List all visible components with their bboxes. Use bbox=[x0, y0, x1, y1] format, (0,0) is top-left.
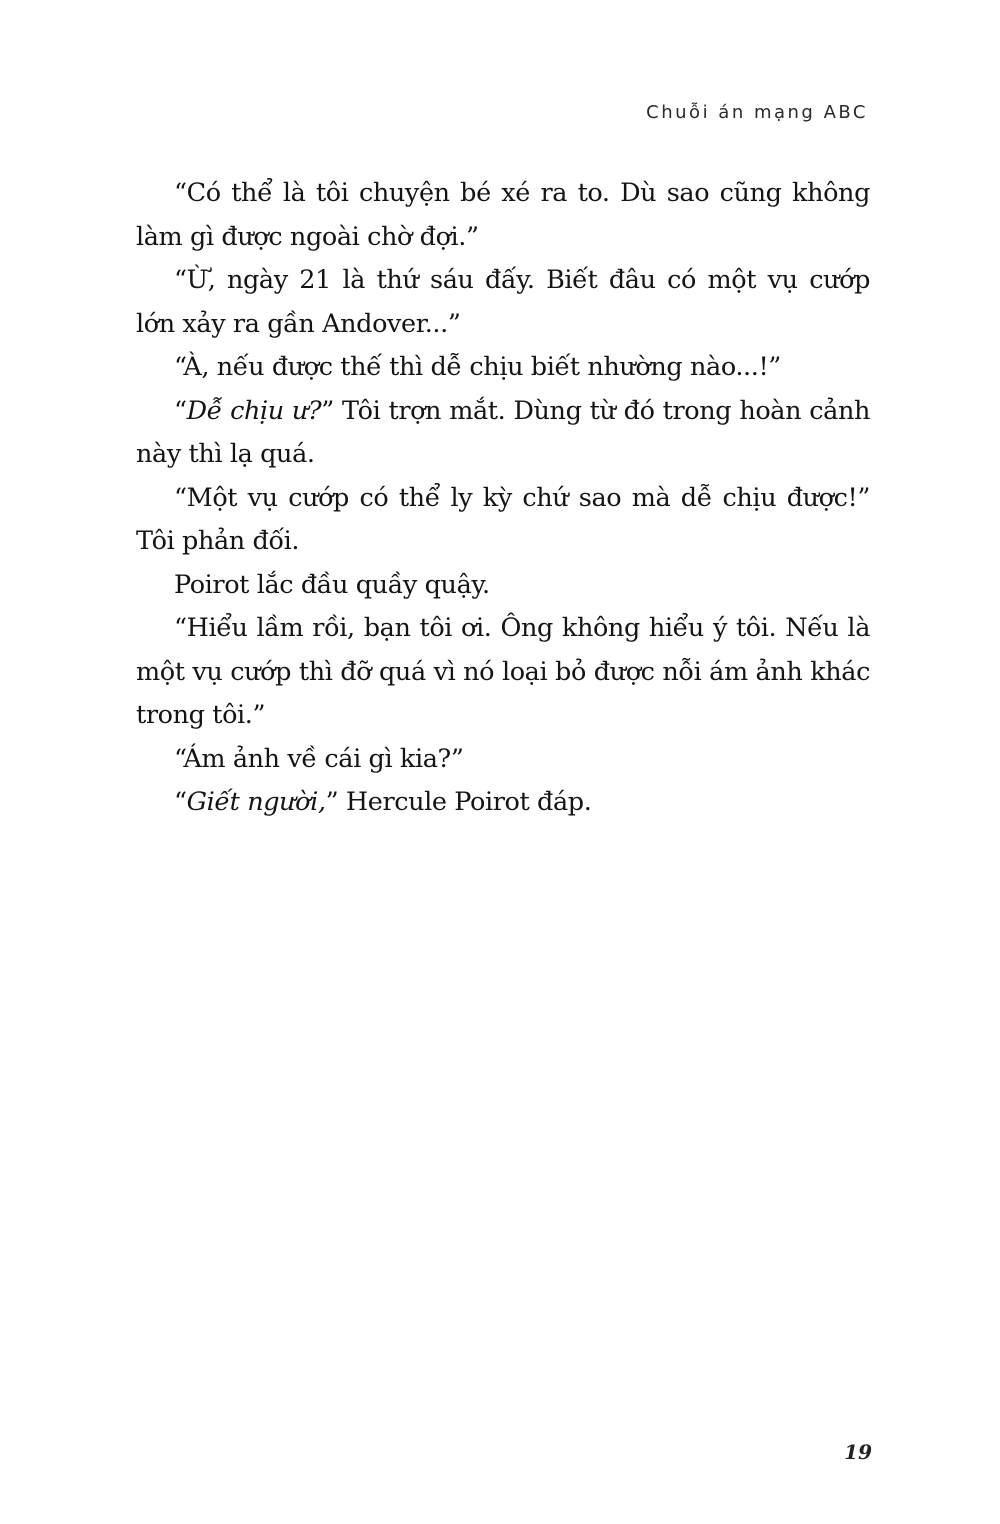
paragraph bbox=[136, 564, 870, 608]
text-segment: “Ám ảnh về cái gì kia?” bbox=[174, 743, 464, 774]
text-segment: “Hiểu lầm rồi, bạn tôi ơi. Ông không hiểu ý tôi. Nếu là một vụ cướp thì đỡ quá vì nó loại bỏ được nỗi ám ảnh khác trong tôi.” bbox=[136, 613, 870, 730]
italic-segment: Dễ chịu ư? bbox=[186, 395, 322, 426]
paragraph bbox=[136, 390, 870, 477]
text-segment: ” Tôi trợn mắt. Dùng từ đó trong hoàn cảnh này thì lạ quá. bbox=[136, 395, 870, 469]
text-segment: Poirot lắc đầu quầy quậy. bbox=[174, 569, 490, 600]
running-header: Chuỗi án mạng ABC bbox=[646, 102, 868, 123]
text-segment: “À, nếu được thế thì dễ chịu biết nhường nào...!” bbox=[174, 352, 781, 382]
paragraph bbox=[136, 607, 870, 738]
paragraph bbox=[136, 738, 870, 782]
paragraph bbox=[136, 346, 870, 390]
text-segment: ” Hercule Poirot đáp. bbox=[325, 787, 592, 817]
body-text bbox=[136, 172, 870, 825]
paragraph bbox=[136, 477, 870, 564]
paragraph bbox=[136, 259, 870, 346]
italic-segment: Giết người, bbox=[186, 787, 326, 817]
page-number: 19 bbox=[844, 1440, 872, 1464]
paragraph bbox=[136, 781, 870, 825]
text-segment: “ bbox=[174, 395, 187, 426]
text-segment: “Có thể là tôi chuyện bé xé ra to. Dù sao cũng không làm gì được ngoài chờ đợi.” bbox=[136, 178, 870, 252]
text-segment: “ bbox=[174, 787, 187, 817]
text-segment: “Ừ, ngày 21 là thứ sáu đấy. Biết đâu có một vụ cướp lớn xảy ra gần Andover...” bbox=[136, 265, 870, 339]
text-segment: “Một vụ cướp có thể ly kỳ chứ sao mà dễ chịu được!” Tôi phản đối. bbox=[136, 482, 870, 556]
paragraph bbox=[136, 172, 870, 259]
